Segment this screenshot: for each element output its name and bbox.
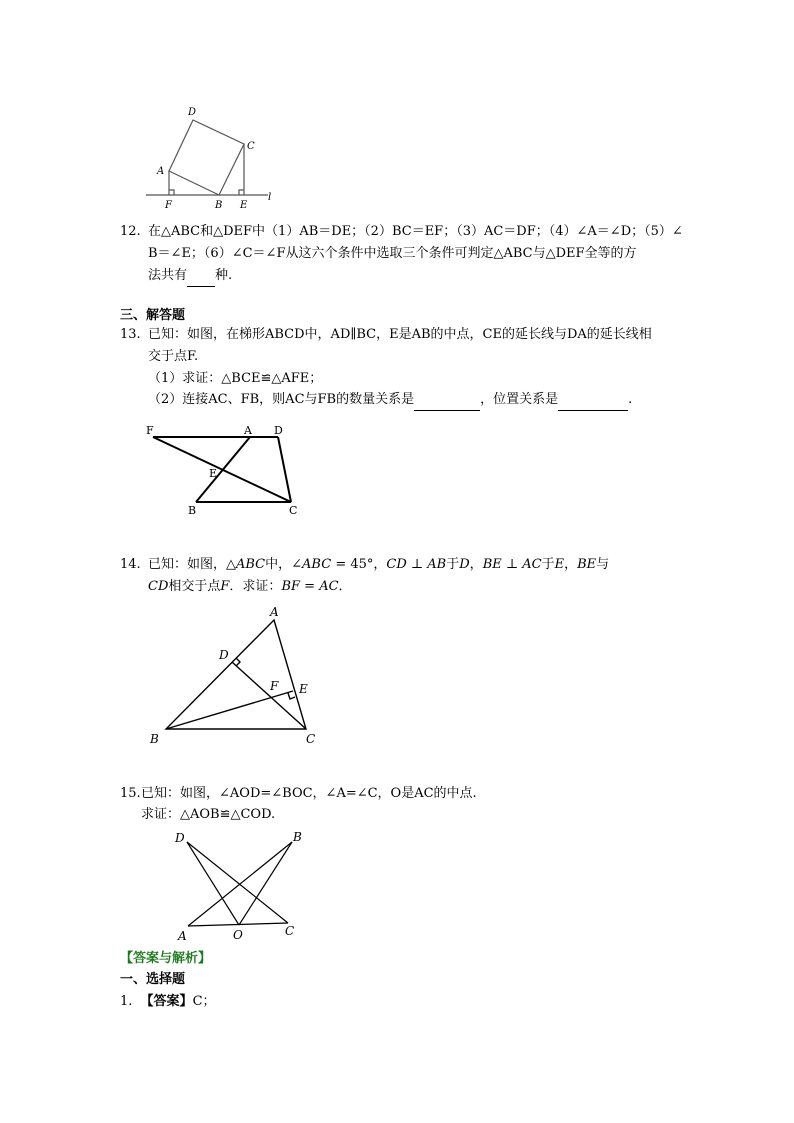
segment-fc bbox=[153, 437, 291, 502]
label-b: B bbox=[293, 830, 302, 844]
q14-text: ．求证： bbox=[229, 579, 282, 594]
q13-part2-post: . bbox=[628, 392, 633, 407]
q14-text: = bbox=[300, 579, 320, 594]
label-f: F bbox=[270, 679, 279, 693]
figure-q11 bbox=[140, 100, 290, 215]
q14-text: ， bbox=[469, 557, 483, 572]
label-d: D bbox=[274, 424, 283, 437]
label-b: B bbox=[150, 732, 159, 746]
answer-1-number: 1. bbox=[120, 994, 133, 1009]
q14-number: 14. bbox=[120, 557, 141, 572]
segment-dc bbox=[187, 842, 288, 923]
label-c: C bbox=[306, 732, 316, 746]
q14-math: E bbox=[554, 557, 565, 572]
label-f: F bbox=[146, 424, 154, 437]
q12-line3-post: 种. bbox=[215, 268, 233, 283]
q14-math: F bbox=[220, 579, 230, 594]
q13-position-blank[interactable] bbox=[558, 392, 628, 411]
q12-line3 bbox=[148, 265, 232, 287]
label-c: C bbox=[289, 504, 298, 517]
q14-math: AB bbox=[427, 557, 447, 572]
label-b: B bbox=[215, 200, 223, 211]
q15-line2: 求证：△AOB≌△COD. bbox=[141, 807, 276, 822]
answer-1-label: 【答案】 bbox=[140, 994, 193, 1009]
q12-line2: B＝∠E；（6）∠C＝∠F从这六个条件中选取三个条件可判定△ABC与△DEF全等的方 bbox=[148, 246, 637, 261]
figure-q14 bbox=[140, 602, 330, 750]
label-a: A bbox=[157, 166, 165, 177]
q14-math: ABC bbox=[302, 557, 332, 572]
answer-1 bbox=[120, 991, 216, 1013]
label-o: O bbox=[233, 928, 243, 942]
q14-text: 于 bbox=[541, 557, 555, 572]
q13-line1: 已知：如图，在梯形ABCD中，AD∥BC，E是AB的中点，CE的延长线与DA的延长线相 bbox=[148, 327, 652, 342]
q14-text: ⊥ bbox=[406, 557, 428, 572]
q14-text: ⊥ bbox=[501, 557, 523, 572]
q13-number: 13. bbox=[120, 327, 141, 342]
q12-line3-pre: 法共有 bbox=[148, 268, 188, 283]
label-c: C bbox=[285, 924, 295, 938]
segment-ob bbox=[239, 842, 292, 925]
right-angle-e bbox=[288, 693, 295, 699]
q14-math: CD bbox=[148, 579, 169, 594]
label-e: E bbox=[209, 467, 218, 480]
q12-answer-blank[interactable] bbox=[187, 268, 215, 287]
q14-math: ABC bbox=[236, 557, 266, 572]
q13-part2 bbox=[148, 389, 632, 411]
q14-math: BE bbox=[577, 557, 597, 572]
right-angle-d bbox=[236, 658, 240, 666]
q13-line2: 交于点F. bbox=[148, 349, 199, 364]
q14-text: 相交于点 bbox=[168, 579, 221, 594]
figure-q13 bbox=[140, 418, 310, 520]
q14-text: 已知：如图，△ bbox=[148, 557, 236, 572]
q12-line1: 在△ABC和△DEF中（1）AB＝DE；（2）BC＝EF；（3）AC＝DF；（4）∠A＝∠D；（5）∠ bbox=[148, 224, 683, 239]
q13-part1: （1）求证：△BCE≌△AFE； bbox=[148, 371, 323, 386]
q12-number: 12. bbox=[120, 224, 141, 239]
q14-text: = 45°， bbox=[331, 557, 387, 572]
q14-math: AC bbox=[319, 579, 339, 594]
triangle-abc bbox=[166, 620, 306, 729]
label-a: A bbox=[178, 929, 187, 943]
label-e: E bbox=[299, 682, 308, 696]
answers-section-1: 一、选择题 bbox=[120, 972, 186, 987]
label-c: C bbox=[247, 141, 255, 152]
q14-math: AC bbox=[522, 557, 542, 572]
label-d: D bbox=[219, 648, 229, 662]
label-a: A bbox=[270, 605, 279, 619]
q14-text: ， bbox=[564, 557, 578, 572]
segment-cd bbox=[232, 662, 306, 729]
label-f: F bbox=[165, 200, 172, 211]
label-d: D bbox=[175, 831, 185, 845]
q14-text: 于 bbox=[446, 557, 460, 572]
label-d: D bbox=[188, 107, 197, 118]
segment-dc bbox=[278, 437, 291, 502]
label-a: A bbox=[244, 424, 252, 437]
q13-part2-mid: ，位置关系是 bbox=[480, 392, 559, 407]
right-angle-e bbox=[239, 190, 244, 195]
right-angle-f bbox=[169, 190, 174, 195]
q14-math: D bbox=[459, 557, 470, 572]
q14-line2 bbox=[148, 576, 352, 598]
label-e: E bbox=[240, 200, 248, 211]
q15-number: 15. bbox=[120, 786, 141, 801]
q15-line1: 已知：如图，∠AOD=∠BOC，∠A=∠C，O是AC的中点. bbox=[141, 786, 477, 801]
q14-text: 与 bbox=[596, 557, 610, 572]
answer-1-value: C； bbox=[192, 994, 216, 1009]
segment-do bbox=[187, 842, 239, 925]
label-b: B bbox=[188, 504, 197, 517]
answers-title: 【答案与解析】 bbox=[120, 951, 212, 966]
figure-q15 bbox=[165, 825, 315, 947]
figure-q11-lines bbox=[146, 120, 268, 195]
q14-math: BE bbox=[482, 557, 502, 572]
q14-line1 bbox=[148, 554, 609, 576]
q14-math: CD bbox=[386, 557, 407, 572]
q14-text: ． bbox=[338, 579, 352, 594]
q14-math: BF bbox=[281, 579, 301, 594]
q14-text: 中，∠ bbox=[265, 557, 303, 572]
label-l: l bbox=[268, 192, 272, 203]
q13-quantity-blank[interactable] bbox=[414, 392, 480, 411]
square-abcd bbox=[169, 120, 244, 195]
section-3-title: 三、解答题 bbox=[120, 308, 186, 323]
q13-part2-pre: （2）连接AC、FB，则AC与FB的数量关系是 bbox=[148, 392, 415, 407]
